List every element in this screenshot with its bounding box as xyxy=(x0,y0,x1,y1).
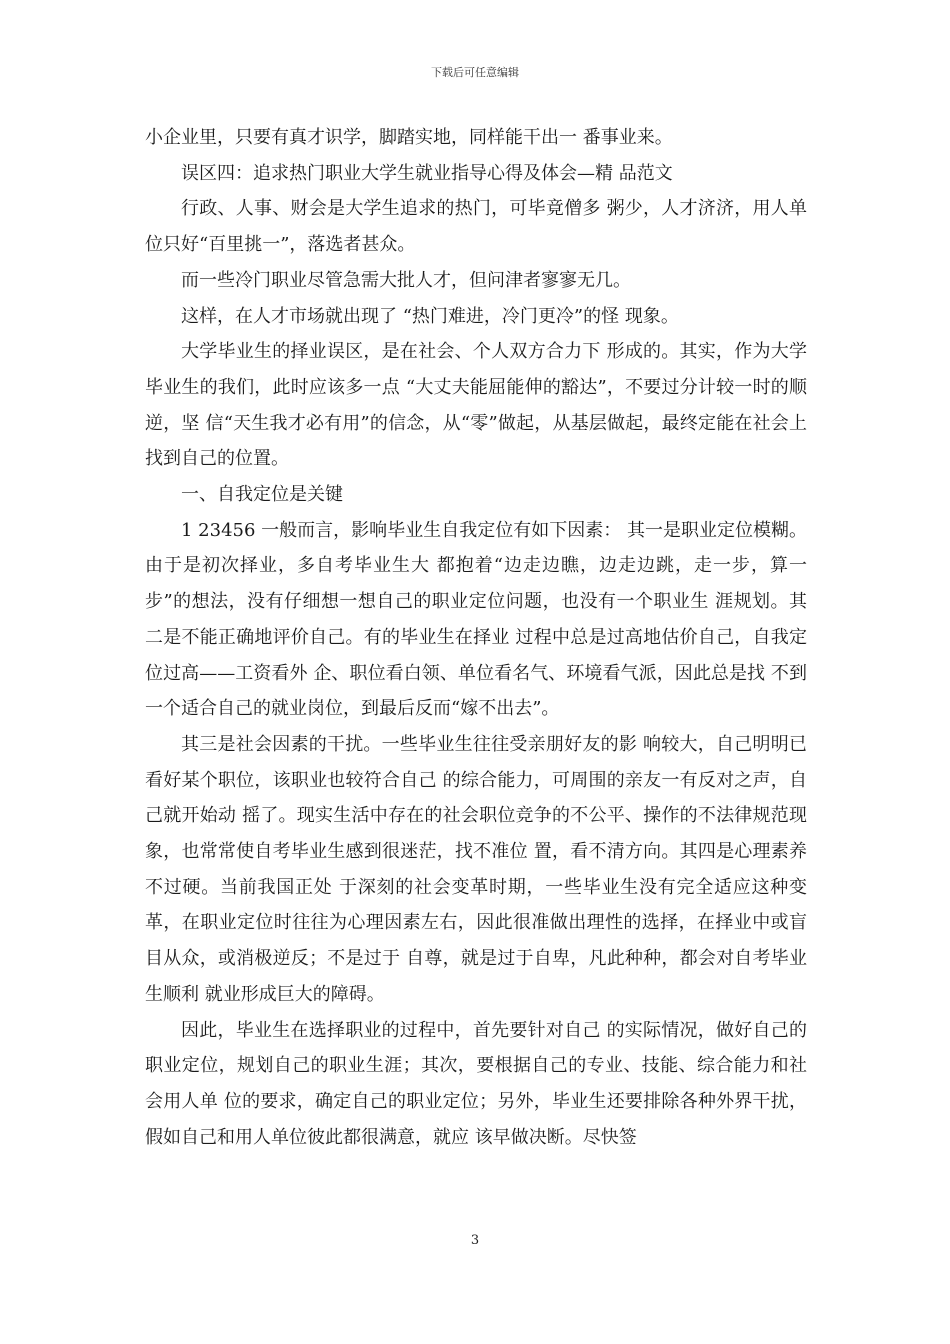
paragraph: 而一些冷门职业尽管急需大批人才，但问津者寥寥无几。 xyxy=(181,269,631,291)
page-header: 下载后可任意编辑 xyxy=(431,66,519,79)
paragraph: 因此，毕业生在选择职业的过程中，首先要针对自己 的实际情况，做好自己的职业定位，规划自己的职业生涯；其次，要根据自己的专业、技能、综合能力和社会用人单 位的要求，确定自己的职业定位；另外，毕业生还要排除各种外界干扰，假如自己和用人单位彼此都很满意，就应 该早做决断。尽快签 xyxy=(145,1019,807,1148)
paragraph: 行政、人事、财会是大学生追求的热门，可毕竟僧多 粥少，人才济济，用人单位只好“百里挑一”，落选者甚众。 xyxy=(145,198,807,256)
section-heading: 一、自我定位是关键 xyxy=(181,484,343,506)
page-number: 3 xyxy=(470,1233,480,1248)
paragraph: 小企业里，只要有真才识学，脚踏实地，同样能干出一 番事业来。 xyxy=(145,127,673,148)
document-body xyxy=(145,120,807,1155)
paragraph: 误区四：追求热门职业大学生就业指导心得及体会—精 品范文 xyxy=(181,162,673,184)
paragraph: 这样，在人才市场就出现了 “热门难进，冷门更冷”的怪 现象。 xyxy=(181,305,679,327)
paragraph: 1 23456 一般而言，影响毕业生自我定位有如下因素： 其一是职业定位模糊。由于是初次择业，多自考毕业生大 都抱着“边走边瞧，边走边跳，走一步，算一步”的想法，没有仔细想一想自己的职业定位问题，也没有一个职业生 涯规划。其二是不能正确地评价自己。有的毕业生在择业 过程中总是过高地估价自己，自我定位过高——工资看外 企、职位看白领、单位看名气、环境看气派，因此总是找 不到一个适合自己的就业岗位，到最后反而“嫁不出去”。 xyxy=(145,519,807,720)
paragraph: 其三是社会因素的干扰。一些毕业生往往受亲朋好友的影 响较大，自己明明已看好某个职位，该职业也较符合自己 的综合能力，可周围的亲友一有反对之声，自己就开始动 摇了。现实生活中存在的社会职位竞争的不公平、操作的不法律规范现象，也常常使自考毕业生感到很迷茫，找不准位 置，看不清方向。其四是心理素养不过硬。当前我国正处 于深刻的社会变革时期，一些毕业生没有完全适应这种变 革，在职业定位时往往为心理因素左右，因此很准做出理性的选择，在择业中或盲目从众，或消极逆反；不是过于 自尊，就是过于自卑，凡此种种，都会对自考毕业生顺利 就业形成巨大的障碍。 xyxy=(145,733,807,1005)
paragraph: 大学毕业生的择业误区，是在社会、个人双方合力下 形成的。其实，作为大学毕业生的我们，此时应该多一点 “大丈夫能屈能伸的豁达”，不要过分计较一时的顺逆，坚 信“天生我才必有用”的信念，从“零”做起，从基层做起，最终定能在社会上找到自己的位置。 xyxy=(145,341,807,470)
